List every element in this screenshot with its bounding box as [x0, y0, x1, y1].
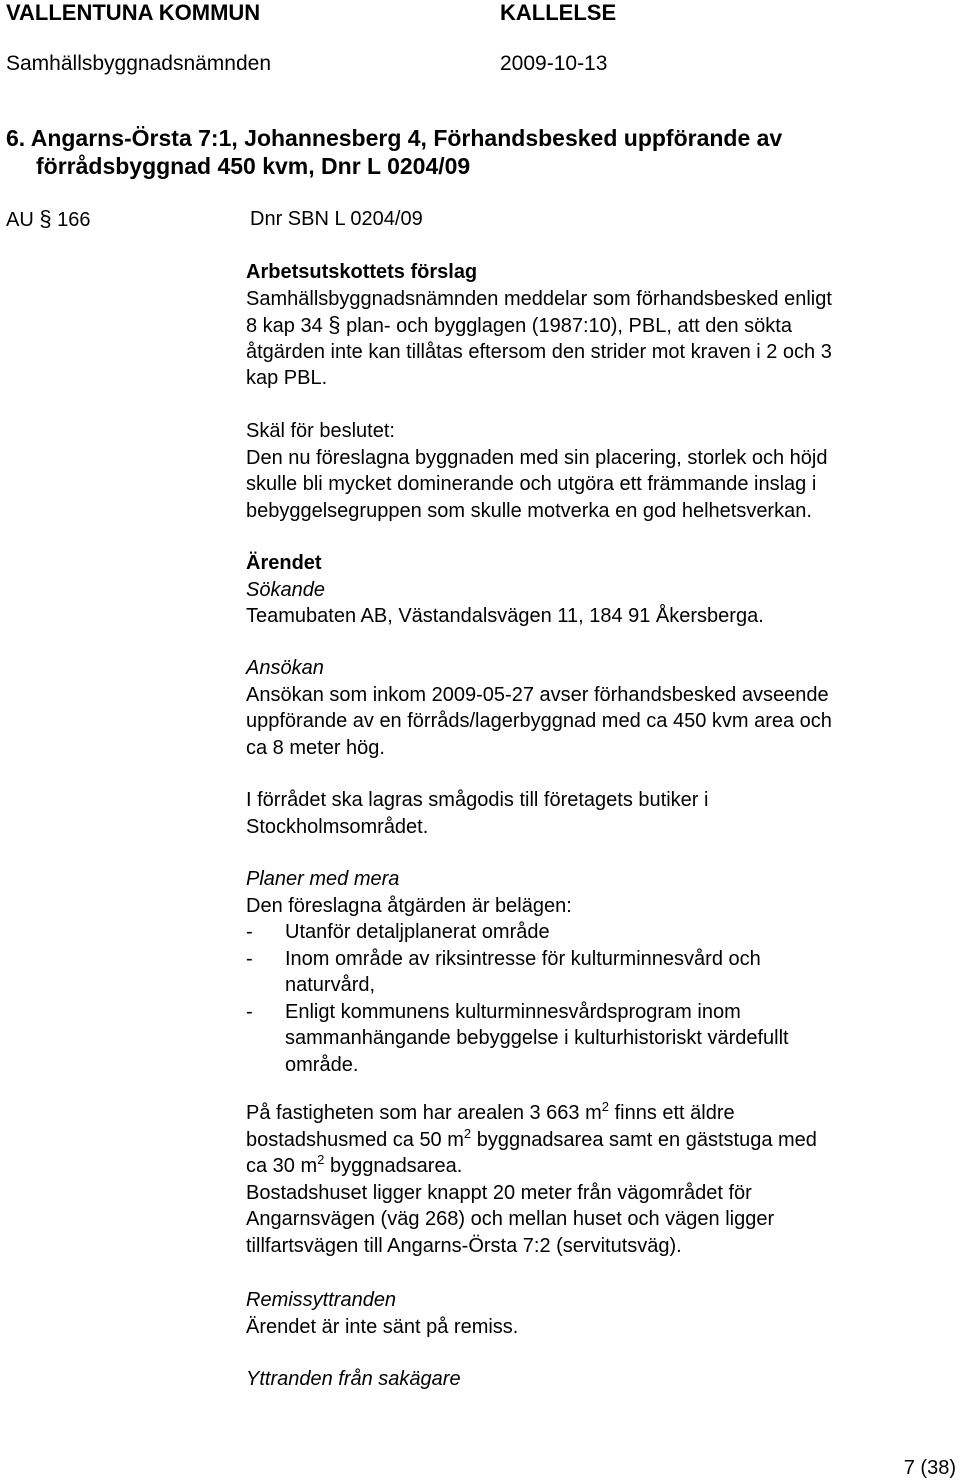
forslag-line: kap PBL.	[246, 367, 328, 389]
au-reference	[6, 206, 91, 234]
list-item	[246, 999, 946, 1079]
skal-section	[246, 418, 946, 524]
list-item	[246, 946, 946, 999]
fastighet-text: På fastigheten som har arealen 3 663 m	[246, 1102, 602, 1124]
forslag-heading: Arbetsutskottets förslag	[246, 261, 478, 283]
skal-line: Den nu föreslagna byggnaden med sin placering, storlek och höjd	[246, 446, 828, 469]
fastighet-line	[246, 1100, 946, 1127]
forslag-line-part: plan- och bygglagen (1987:10), PBL, att den sökta	[346, 315, 792, 337]
superscript: 2	[463, 1125, 472, 1141]
item-title-line2: förrådsbyggnad 450 kvm, Dnr L 0204/09	[36, 153, 471, 179]
section-icon: §	[39, 206, 52, 231]
remiss-section	[246, 1287, 946, 1340]
forslag-line-part: 8 kap 34	[246, 315, 329, 337]
skal-heading: Skäl för beslutet:	[246, 420, 395, 442]
dnr-reference: Dnr SBN L 0204/09	[250, 208, 423, 230]
sakagare-heading: Yttranden från sakägare	[246, 1368, 461, 1390]
dash-bullet: -	[246, 921, 253, 943]
committee-name: Samhällsbyggnadsnämnden	[6, 52, 272, 75]
planer-intro: Den föreslagna åtgärden är belägen:	[246, 894, 572, 917]
ansokan-heading: Ansökan	[246, 657, 324, 679]
dash-bullet: -	[246, 1000, 253, 1023]
list-item-text: Utanför detaljplanerat område	[285, 921, 550, 943]
forslag-section	[246, 259, 946, 392]
ansokan-line: Ansökan som inkom 2009-05-27 avser förhandsbesked avseende	[246, 683, 829, 706]
fastighet-text: ca 30 m	[246, 1155, 318, 1177]
fastighet-line: Angarnsvägen (väg 268) och mellan huset och vägen ligger	[246, 1208, 775, 1230]
au-number: 166	[57, 209, 91, 231]
list-item-text: område.	[285, 1053, 359, 1076]
sakagare-section	[246, 1366, 946, 1393]
fastighet-text: bostadshusmed ca 50 m	[246, 1128, 464, 1151]
forslag-line: Samhällsbyggnadsnämnden meddelar som förhandsbesked enligt	[246, 287, 832, 310]
sokande-heading: Sökande	[246, 578, 325, 601]
org-name: VALLENTUNA KOMMUN	[6, 0, 261, 25]
list-item-text: naturvård,	[285, 974, 376, 996]
sokande-text: Teamubaten AB, Västandalsvägen 11, 184 91 Åkersberga.	[246, 605, 764, 627]
fastighet-section	[246, 1100, 946, 1259]
skal-line: bebyggelsegruppen som skulle motverka en god helhetsverkan.	[246, 499, 812, 522]
doc-type: KALLELSE	[500, 0, 617, 25]
remiss-text: Ärendet är inte sänt på remiss.	[246, 1315, 519, 1338]
ansokan-line: uppförande av en förråds/lagerbyggnad med ca 450 kvm area och	[246, 710, 832, 732]
forradet-line: I förrådet ska lagras smågodis till företagets butiker i	[246, 789, 709, 811]
planer-section	[246, 866, 946, 1079]
fastighet-line	[246, 1153, 946, 1180]
arendet-section	[246, 550, 946, 630]
fastighet-text: byggnadsarea samt en gäststuga med	[471, 1128, 817, 1151]
page-number: 7 (38)	[903, 1457, 956, 1479]
superscript: 2	[317, 1152, 325, 1167]
planer-heading: Planer med mera	[246, 868, 400, 890]
list-item	[246, 919, 946, 946]
fastighet-text: finns ett äldre	[609, 1102, 735, 1124]
ansokan-line: ca 8 meter hög.	[246, 736, 385, 759]
list-item-text: sammanhängande bebyggelse i kulturhistoriskt värdefullt	[285, 1027, 789, 1049]
section-icon: §	[328, 312, 341, 337]
ansokan-section	[246, 655, 946, 761]
item-title-line1: 6. Angarns-Örsta 7:1, Johannesberg 4, Förhandsbesked uppförande av	[6, 125, 783, 151]
fastighet-text: byggnadsarea.	[324, 1155, 463, 1177]
remiss-heading: Remissyttranden	[246, 1289, 397, 1311]
au-label: AU	[6, 209, 34, 231]
dash-bullet: -	[246, 947, 253, 970]
meeting-date: 2009-10-13	[500, 52, 608, 75]
superscript: 2	[601, 1099, 610, 1114]
forslag-line: åtgärden inte kan tillåtas eftersom den strider mot kraven i 2 och 3	[246, 340, 832, 363]
forslag-line	[246, 312, 946, 339]
arendet-heading: Ärendet	[246, 552, 322, 574]
list-item-text: Inom område av riksintresse för kulturminnesvård och	[285, 947, 761, 970]
forradet-line: Stockholmsområdet.	[246, 815, 429, 838]
skal-line: skulle bli mycket dominerande och utgöra ett främmande inslag i	[246, 473, 817, 495]
list-item-text: Enligt kommunens kulturminnesvårdsprogram inom	[285, 1000, 741, 1023]
fastighet-line: Bostadshuset ligger knappt 20 meter från vägområdet för	[246, 1181, 752, 1204]
fastighet-line: tillfartsvägen till Angarns-Örsta 7:2 (servitutsväg).	[246, 1234, 682, 1257]
fastighet-line	[246, 1127, 946, 1154]
forradet-section	[246, 787, 946, 840]
